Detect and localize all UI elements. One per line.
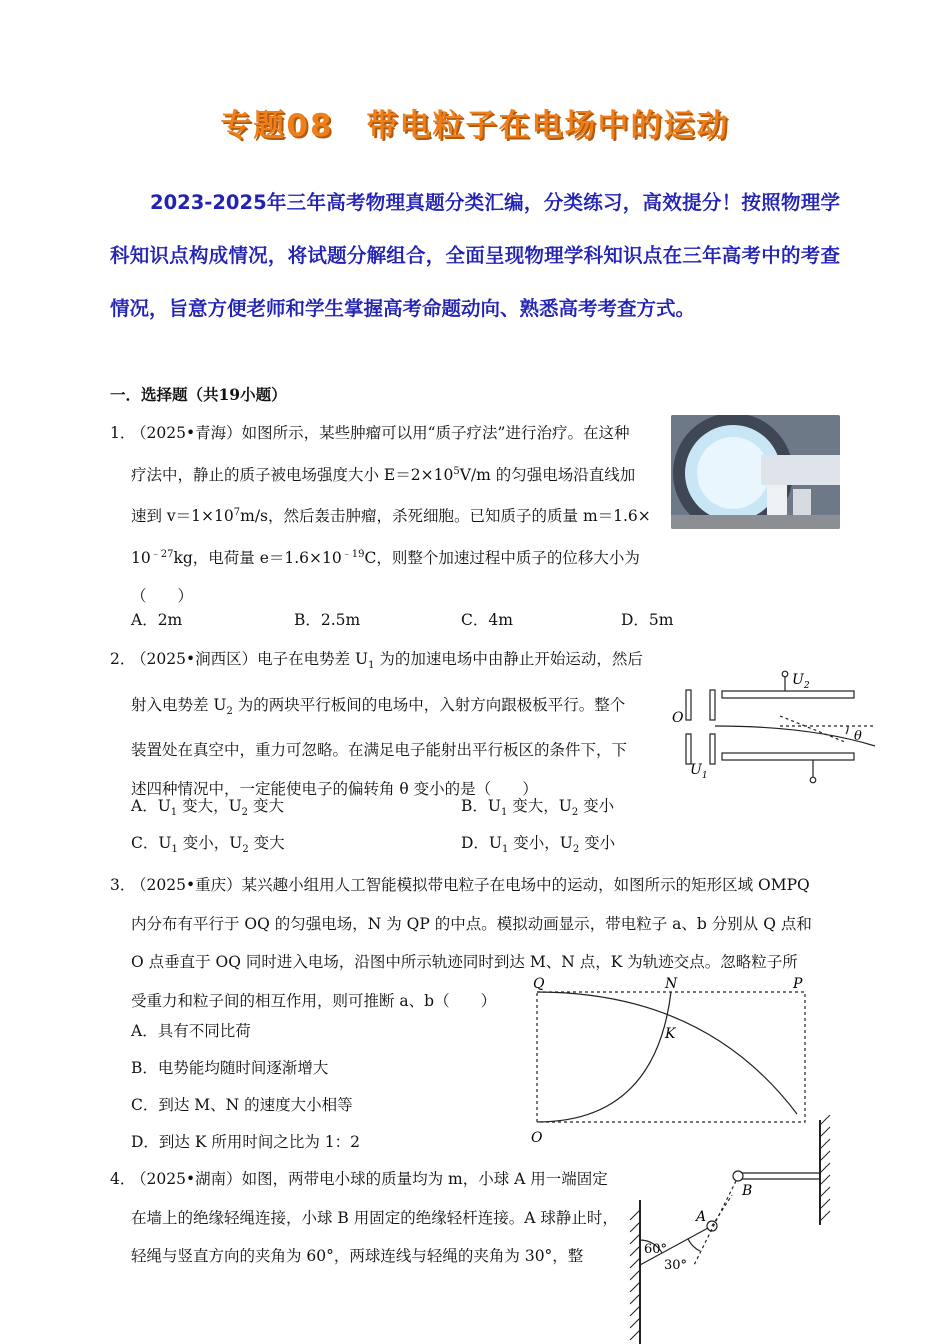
section-heading: 一．选择题（共19小题） (110, 385, 287, 404)
question-1-number: 1． (110, 424, 136, 442)
q2-deflection-diagram (670, 664, 890, 786)
q4-charged-balls-diagram (628, 1115, 838, 1344)
page-title: 专题08 带电粒子在电场中的运动 (220, 108, 730, 144)
question-2-text: （2025•涧西区）电子在电势差 $U_1$ 为的加速电场中由静止开始运动，然后 射入电势差 $U_2$ 为的两块平行板间的电场中，入射方向跟极板平行。整个 装置处在真空中，重力可忽略。在满足电子能射出平行板区的条件下，下 述四种情况中，一定能使电子的偏转角 θ 变小的是（ ） (131, 650, 643, 798)
trajectory-a (537, 992, 797, 1114)
question-4-text: （2025•湖南）如图，两带电小球的质量均为 m，小球 A 用一端固定 在墙上的绝缘轻绳连接，小球 B 用固定的绝缘轻杆连接。A 球静止时， 轻绳与竖直方向的夹角为 60°，两球连线与轻绳的夹角为 30°，整 (131, 1170, 618, 1265)
svg-text:U1: $U_1$ (690, 762, 708, 781)
q2-option-c: C．$U_1$ 变小，$U_2$ 变大 (131, 834, 285, 856)
q2-option-a: A．$U_1$ 变大，$U_2$ 变大 (131, 797, 284, 819)
deflect-plate-top (722, 691, 854, 698)
svg-text:B: B (742, 1183, 753, 1199)
question-1-text: （2025•青海）如图所示，某些肿瘤可以用“质子疗法”进行治疗。在这种 疗法中，静止的质子被电场强度大小 $E=2\times 10^5V/m$ 的匀强电场沿直线加 速到 $v=1\times 10^7m/s$，然后轰击肿瘤，杀死细胞。已知质子的质量 m＝1.6× $10^{﹣27}kg$，电荷量 $e=1.6\times 10^{﹣19}C$，则整个加速过程中质子的位移大小为 （ ） (131, 424, 651, 606)
q1-option-d: D．5m (621, 611, 674, 629)
question-4-number: 4． (110, 1170, 136, 1188)
electron-trajectory (715, 726, 875, 746)
q2-option-b: B．$U_1$ 变大，$U_2$ 变小 (461, 797, 615, 819)
svg-text:θ: θ (854, 729, 862, 744)
deflect-plate-bottom (722, 753, 854, 760)
accel-plate-left-top (686, 690, 691, 720)
svg-text:30°: 30° (664, 1258, 688, 1273)
question-3-text: （2025•重庆）某兴趣小组用人工智能模拟带电粒子在电场中的运动，如图所示的矩形区域 OMPQ 内分布有平行于 OQ 的匀强电场，N 为 QP 的中点。模拟动画显示，带电粒子 a、b 分别从 Q 点和 O 点垂直于 OQ 同时进入电场，沿图中所示轨迹同时到达 M、N 点，K 为轨迹交点。忽略粒子所 受重力和粒子间的相互作用，则可推断 a、b（ ） (131, 876, 812, 1010)
q1-option-b: B．2.5m (294, 611, 361, 629)
accel-plate-left-bottom (686, 734, 691, 764)
accel-plate-right-bottom (710, 734, 715, 764)
svg-text:N: N (665, 976, 678, 992)
question-2-number: 2． (110, 650, 136, 668)
ball-b (733, 1171, 743, 1181)
svg-text:A: A (696, 1209, 707, 1225)
q3-option-d: D．到达 K 所用时间之比为 1：2 (131, 1133, 361, 1151)
accel-plate-right-top (710, 690, 715, 720)
proton-therapy-photo (671, 415, 840, 529)
svg-text:60°: 60° (644, 1242, 668, 1257)
intro-paragraph: 2023-2025年三年高考物理真题分类汇编，分类练习，高效提分！按照物理学科知识点构成情况，将试题分解组合，全面呈现物理学科知识点在三年高考中的考查情况，旨意方便老师和学生掌握高考命题动向、熟悉高考考查方式。 (110, 191, 840, 320)
q3-option-a: A．具有不同比荷 (131, 1022, 251, 1040)
svg-text:Q: Q (533, 976, 545, 992)
q3-option-c: C．到达 M、N 的速度大小相等 (131, 1096, 353, 1114)
svg-text:P: P (793, 976, 803, 992)
q1-option-a: A．2m (131, 611, 183, 629)
q1-option-c: C．4m (461, 611, 513, 629)
trajectory-b (537, 992, 671, 1122)
svg-text:O: O (531, 1130, 543, 1146)
svg-text:O: O (672, 710, 684, 726)
svg-text:K: K (665, 1026, 676, 1042)
q3-option-b: B．电势能均随时间逐渐增大 (131, 1059, 329, 1077)
svg-text:U2: $U_2$ (792, 672, 810, 691)
q2-option-d: D．$U_1$ 变小，$U_2$ 变小 (461, 834, 616, 856)
question-3-number: 3． (110, 876, 136, 894)
